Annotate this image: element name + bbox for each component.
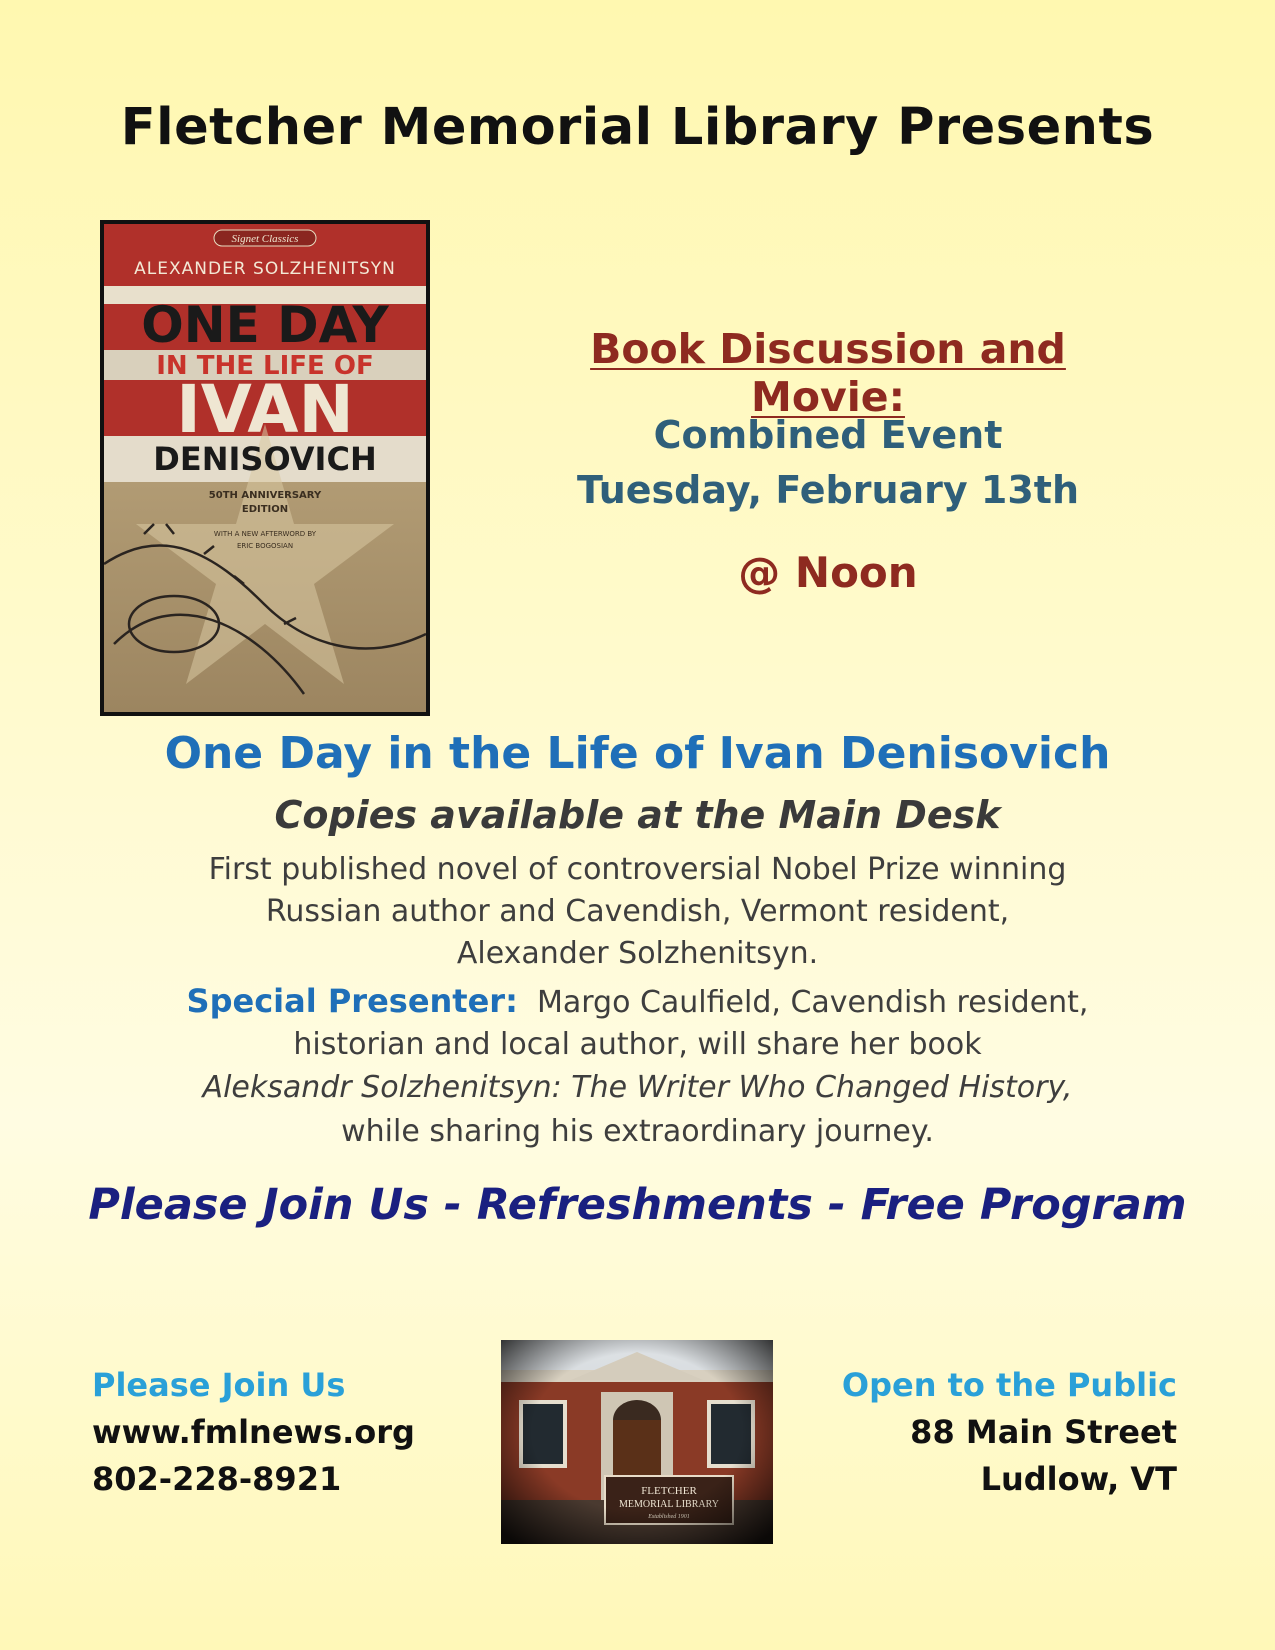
presenter-detail: historian and local author, will share her book [293,1027,982,1062]
event-heading: Book Discussion and Movie: [590,325,1066,421]
presenter-label: Special Presenter: [186,982,518,1020]
footer-right-heading: Open to the Public [841,1366,1177,1404]
phone-number: 802-228-8921 [92,1460,342,1498]
cover-afterword-line2: ERIC BOGOSIAN [236,542,294,550]
description-line: First published novel of controversial Nobel Prize winning [208,852,1067,887]
book-cover-image [100,220,430,716]
cover-edition-line1: 50TH ANNIVERSARY [208,490,322,501]
cover-afterword-line1: WITH A NEW AFTERWORD BY [213,530,317,538]
presenter-detail: while sharing his extraordinary journey. [341,1114,934,1149]
cover-series: Signet Classics [231,233,299,245]
street-address: 88 Main Street [910,1413,1177,1451]
cover-author: ALEXANDER SOLZHENITSYN [134,259,396,279]
presenter-line [0,982,1275,1020]
book-title: One Day in the Life of Ivan Denisovich [164,728,1111,779]
description-line: Russian author and Cavendish, Vermont resident, [265,894,1010,929]
event-time: @ Noon [738,548,918,597]
page-title: Fletcher Memorial Library Presents [120,98,1155,157]
copies-note: Copies available at the Main Desk [274,793,1001,837]
cover-title-line4: DENISOVICH [153,440,377,478]
footer-left-heading: Please Join Us [92,1366,346,1404]
website-link[interactable]: www.fmlnews.org [92,1413,415,1451]
presenter-book-title: Aleksandr Solzhenitsyn: The Writer Who Changed History, [202,1070,1073,1105]
cover-edition-line2: EDITION [241,504,289,515]
cover-title-line2: IN THE LIFE OF [156,351,374,381]
event-type: Combined Event [653,413,1003,457]
city-state: Ludlow, VT [980,1460,1177,1498]
library-photo [501,1340,773,1544]
description-line: Alexander Solzhenitsyn. [456,936,819,971]
cover-title-line3: IVAN [176,371,354,448]
event-date: Tuesday, February 13th [576,468,1079,512]
presenter-text: Margo Caulfield, Cavendish resident, [536,985,1089,1020]
cover-title-line1: ONE DAY [141,296,389,354]
call-to-action: Please Join Us - Refreshments - Free Program [88,1180,1187,1230]
